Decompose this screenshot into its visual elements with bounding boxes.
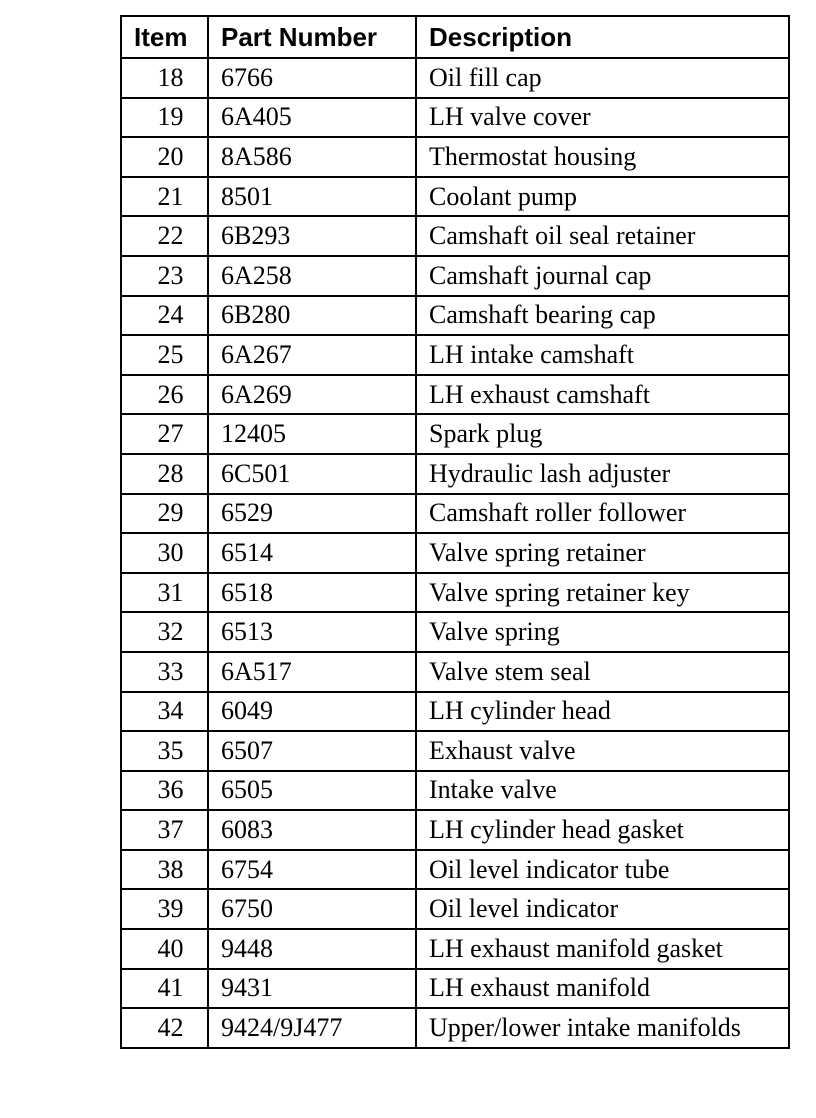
cell-part-number: 6A405 — [208, 98, 416, 138]
cell-part-number: 6507 — [208, 731, 416, 771]
cell-description: Valve spring retainer key — [416, 573, 789, 613]
cell-part-number: 6766 — [208, 58, 416, 98]
cell-description: Camshaft roller follower — [416, 494, 789, 534]
cell-item: 42 — [121, 1008, 208, 1048]
cell-item: 40 — [121, 929, 208, 969]
cell-description: Intake valve — [416, 771, 789, 811]
table-row — [121, 375, 789, 415]
cell-description: Hydraulic lash adjuster — [416, 454, 789, 494]
cell-item: 32 — [121, 612, 208, 652]
cell-part-number: 6529 — [208, 494, 416, 534]
cell-part-number: 8501 — [208, 177, 416, 217]
header-item: Item — [121, 16, 208, 58]
cell-part-number: 8A586 — [208, 137, 416, 177]
cell-description: Exhaust valve — [416, 731, 789, 771]
header-row — [121, 16, 789, 58]
cell-description: Oil level indicator — [416, 889, 789, 929]
cell-item: 23 — [121, 256, 208, 296]
table-row — [121, 1008, 789, 1048]
table-row — [121, 929, 789, 969]
cell-description: LH valve cover — [416, 98, 789, 138]
table-row — [121, 692, 789, 732]
cell-part-number: 6518 — [208, 573, 416, 613]
cell-part-number: 6B293 — [208, 216, 416, 256]
cell-description: Camshaft journal cap — [416, 256, 789, 296]
cell-description: Valve stem seal — [416, 652, 789, 692]
cell-description: Camshaft bearing cap — [416, 296, 789, 336]
table-row — [121, 771, 789, 811]
cell-description: LH exhaust manifold — [416, 969, 789, 1009]
cell-part-number: 6B280 — [208, 296, 416, 336]
header-part-number: Part Number — [208, 16, 416, 58]
cell-part-number: 6750 — [208, 889, 416, 929]
cell-part-number: 6514 — [208, 533, 416, 573]
table-row — [121, 573, 789, 613]
cell-part-number: 6A517 — [208, 652, 416, 692]
cell-description: LH cylinder head gasket — [416, 810, 789, 850]
cell-item: 28 — [121, 454, 208, 494]
cell-part-number: 6C501 — [208, 454, 416, 494]
cell-part-number: 6A269 — [208, 375, 416, 415]
table-row — [121, 335, 789, 375]
table-row — [121, 494, 789, 534]
cell-item: 36 — [121, 771, 208, 811]
cell-description: Upper/lower intake manifolds — [416, 1008, 789, 1048]
cell-part-number: 6A258 — [208, 256, 416, 296]
table-row — [121, 533, 789, 573]
cell-part-number: 6A267 — [208, 335, 416, 375]
cell-description: Thermostat housing — [416, 137, 789, 177]
cell-item: 31 — [121, 573, 208, 613]
cell-item: 25 — [121, 335, 208, 375]
cell-description: Camshaft oil seal retainer — [416, 216, 789, 256]
cell-item: 21 — [121, 177, 208, 217]
cell-item: 24 — [121, 296, 208, 336]
table-row — [121, 216, 789, 256]
table-row — [121, 652, 789, 692]
cell-item: 37 — [121, 810, 208, 850]
table-row — [121, 98, 789, 138]
cell-description: Valve spring — [416, 612, 789, 652]
cell-part-number: 9431 — [208, 969, 416, 1009]
cell-description: LH cylinder head — [416, 692, 789, 732]
cell-description: Oil fill cap — [416, 58, 789, 98]
cell-description: Valve spring retainer — [416, 533, 789, 573]
cell-part-number: 6754 — [208, 850, 416, 890]
cell-description: LH exhaust camshaft — [416, 375, 789, 415]
cell-item: 34 — [121, 692, 208, 732]
table-row — [121, 612, 789, 652]
cell-description: Oil level indicator tube — [416, 850, 789, 890]
table-row — [121, 414, 789, 454]
cell-item: 19 — [121, 98, 208, 138]
parts-table-body — [121, 58, 789, 1048]
cell-item: 35 — [121, 731, 208, 771]
cell-description: LH intake camshaft — [416, 335, 789, 375]
cell-description: Coolant pump — [416, 177, 789, 217]
cell-item: 27 — [121, 414, 208, 454]
table-row — [121, 137, 789, 177]
header-description: Description — [416, 16, 789, 58]
cell-part-number: 6049 — [208, 692, 416, 732]
parts-table — [120, 15, 790, 1049]
table-row — [121, 889, 789, 929]
cell-description: LH exhaust manifold gasket — [416, 929, 789, 969]
cell-description: Spark plug — [416, 414, 789, 454]
cell-item: 30 — [121, 533, 208, 573]
cell-part-number: 9424/9J477 — [208, 1008, 416, 1048]
table-row — [121, 177, 789, 217]
cell-part-number: 6083 — [208, 810, 416, 850]
cell-item: 29 — [121, 494, 208, 534]
parts-table-header — [121, 16, 789, 58]
cell-part-number: 6513 — [208, 612, 416, 652]
table-row — [121, 454, 789, 494]
cell-part-number: 9448 — [208, 929, 416, 969]
cell-item: 39 — [121, 889, 208, 929]
cell-item: 22 — [121, 216, 208, 256]
cell-item: 20 — [121, 137, 208, 177]
cell-item: 18 — [121, 58, 208, 98]
cell-item: 41 — [121, 969, 208, 1009]
table-row — [121, 810, 789, 850]
table-row — [121, 256, 789, 296]
cell-item: 38 — [121, 850, 208, 890]
table-row — [121, 850, 789, 890]
cell-item: 26 — [121, 375, 208, 415]
cell-part-number: 12405 — [208, 414, 416, 454]
table-row — [121, 969, 789, 1009]
table-row — [121, 58, 789, 98]
table-row — [121, 296, 789, 336]
cell-item: 33 — [121, 652, 208, 692]
cell-part-number: 6505 — [208, 771, 416, 811]
table-row — [121, 731, 789, 771]
